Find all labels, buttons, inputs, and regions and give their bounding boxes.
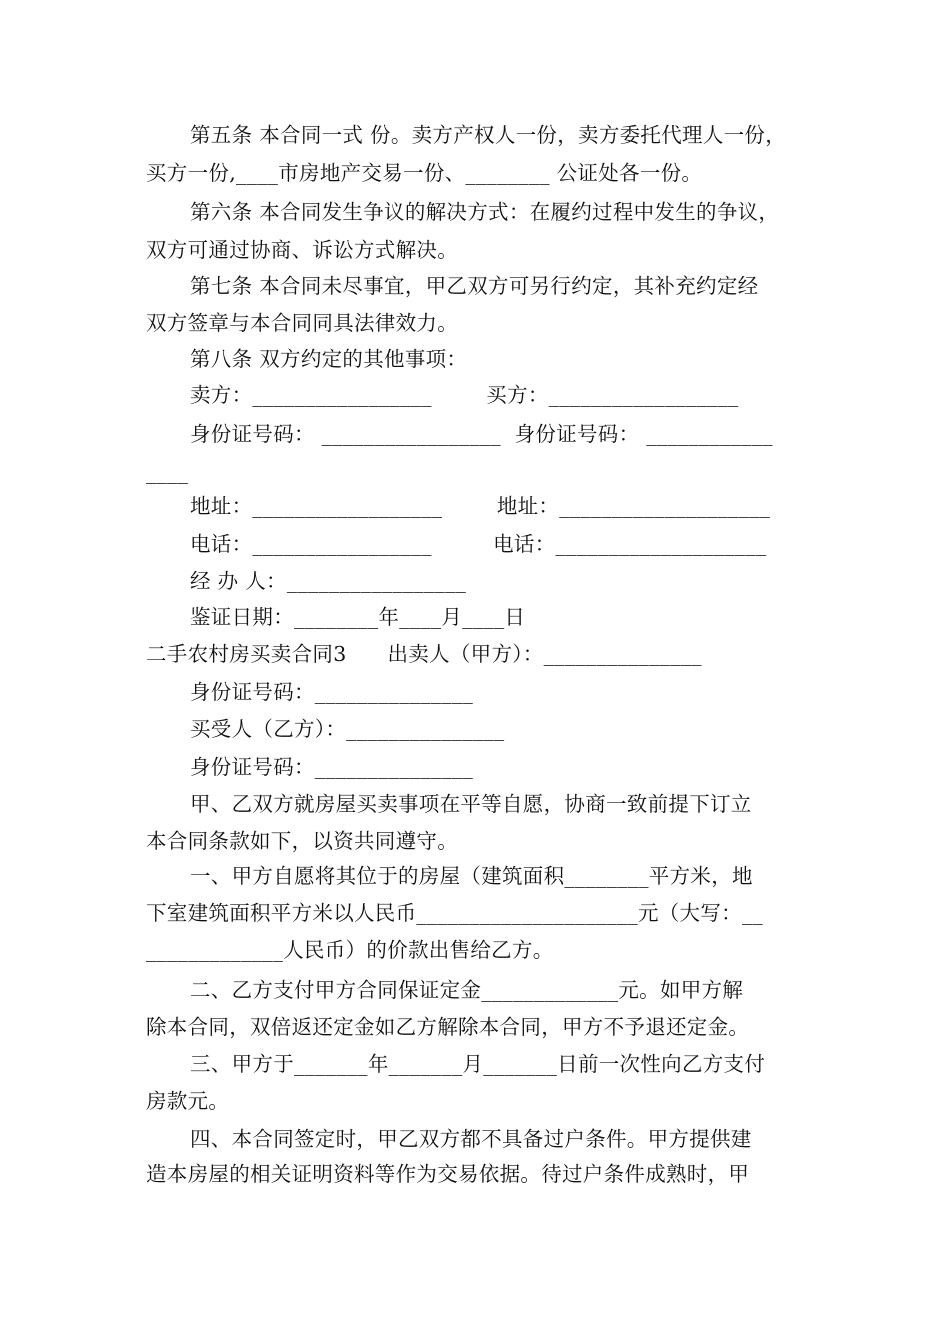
article-6-line-2: 双方可通过协商、诉讼方式解决。 (146, 238, 458, 262)
article-7-line-1: 第七条 本合同未尽事宜，甲乙双方可另行约定，其补充约定经 (190, 274, 759, 298)
article-5-line-2: 买方一份,____市房地产交易一份、________ 公证处各一份。 (146, 161, 703, 185)
id-number-continuation: ____ (146, 460, 189, 484)
article-8-line: 第八条 双方约定的其他事项： (190, 347, 468, 371)
clause-1-line-2: 下室建筑面积平方米以人民币_____________________元（大写：__ (146, 901, 764, 925)
buyer-id-line: 身份证号码：_______________ (190, 755, 474, 779)
clause-2-line-1: 二、乙方支付甲方合同保证定金_____________元。如甲方解 (190, 978, 744, 1002)
preamble-line-2: 本合同条款如下，以资共同遵守。 (146, 829, 458, 853)
preamble-line-1: 甲、乙双方就房屋买卖事项在平等自愿，协商一致前提下订立 (190, 792, 752, 816)
article-6-line-1: 第六条 本合同发生争议的解决方式：在履约过程中发生的争议， (190, 200, 780, 224)
clause-3-line-2: 房款元。 (146, 1089, 230, 1113)
clause-4-line-1: 四、本合同签定时，甲乙双方都不具备过户条件。甲方提供建 (190, 1127, 752, 1151)
buyer-line: 买受人（乙方）：_______________ (190, 717, 505, 741)
address-line: 地址：__________________ 地址：____________________ (190, 494, 771, 518)
clause-3-line-1: 三、甲方于_______年_______月_______日前一次性向乙方支付 (190, 1052, 766, 1076)
clause-2-line-2: 除本合同，双倍返还定金如乙方解除本合同，甲方不予退还定金。 (146, 1015, 750, 1039)
clause-1-line-3: _____________人民币）的价款出售给乙方。 (146, 938, 554, 962)
agent-line: 经 办 人：_________________ (190, 569, 467, 593)
seller-id-line: 身份证号码：_______________ (190, 680, 474, 704)
clause-4-line-2: 造本房屋的相关证明资料等作为交易依据。待过户条件成熟时，甲 (146, 1162, 750, 1186)
clause-1-line-1: 一、甲方自愿将其位于的房屋（建筑面积________平方米，地 (190, 864, 753, 888)
article-7-line-2: 双方签章与本合同同具法律效力。 (146, 311, 458, 335)
id-number-line: 身份证号码： _________________ 身份证号码： ____________ (190, 422, 773, 446)
contract-3-title-line: 二手农村房买卖合同3 出卖人（甲方）：_______________ (146, 642, 702, 666)
seller-buyer-line: 卖方：_________________ 买方：__________________ (190, 383, 739, 407)
verification-date-line: 鉴证日期：________年____月____日 (190, 605, 526, 629)
phone-line: 电话：_________________ 电话：____________________ (190, 532, 767, 556)
article-5-line-1: 第五条 本合同一式 份。卖方产权人一份，卖方委托代理人一份， (190, 123, 787, 147)
